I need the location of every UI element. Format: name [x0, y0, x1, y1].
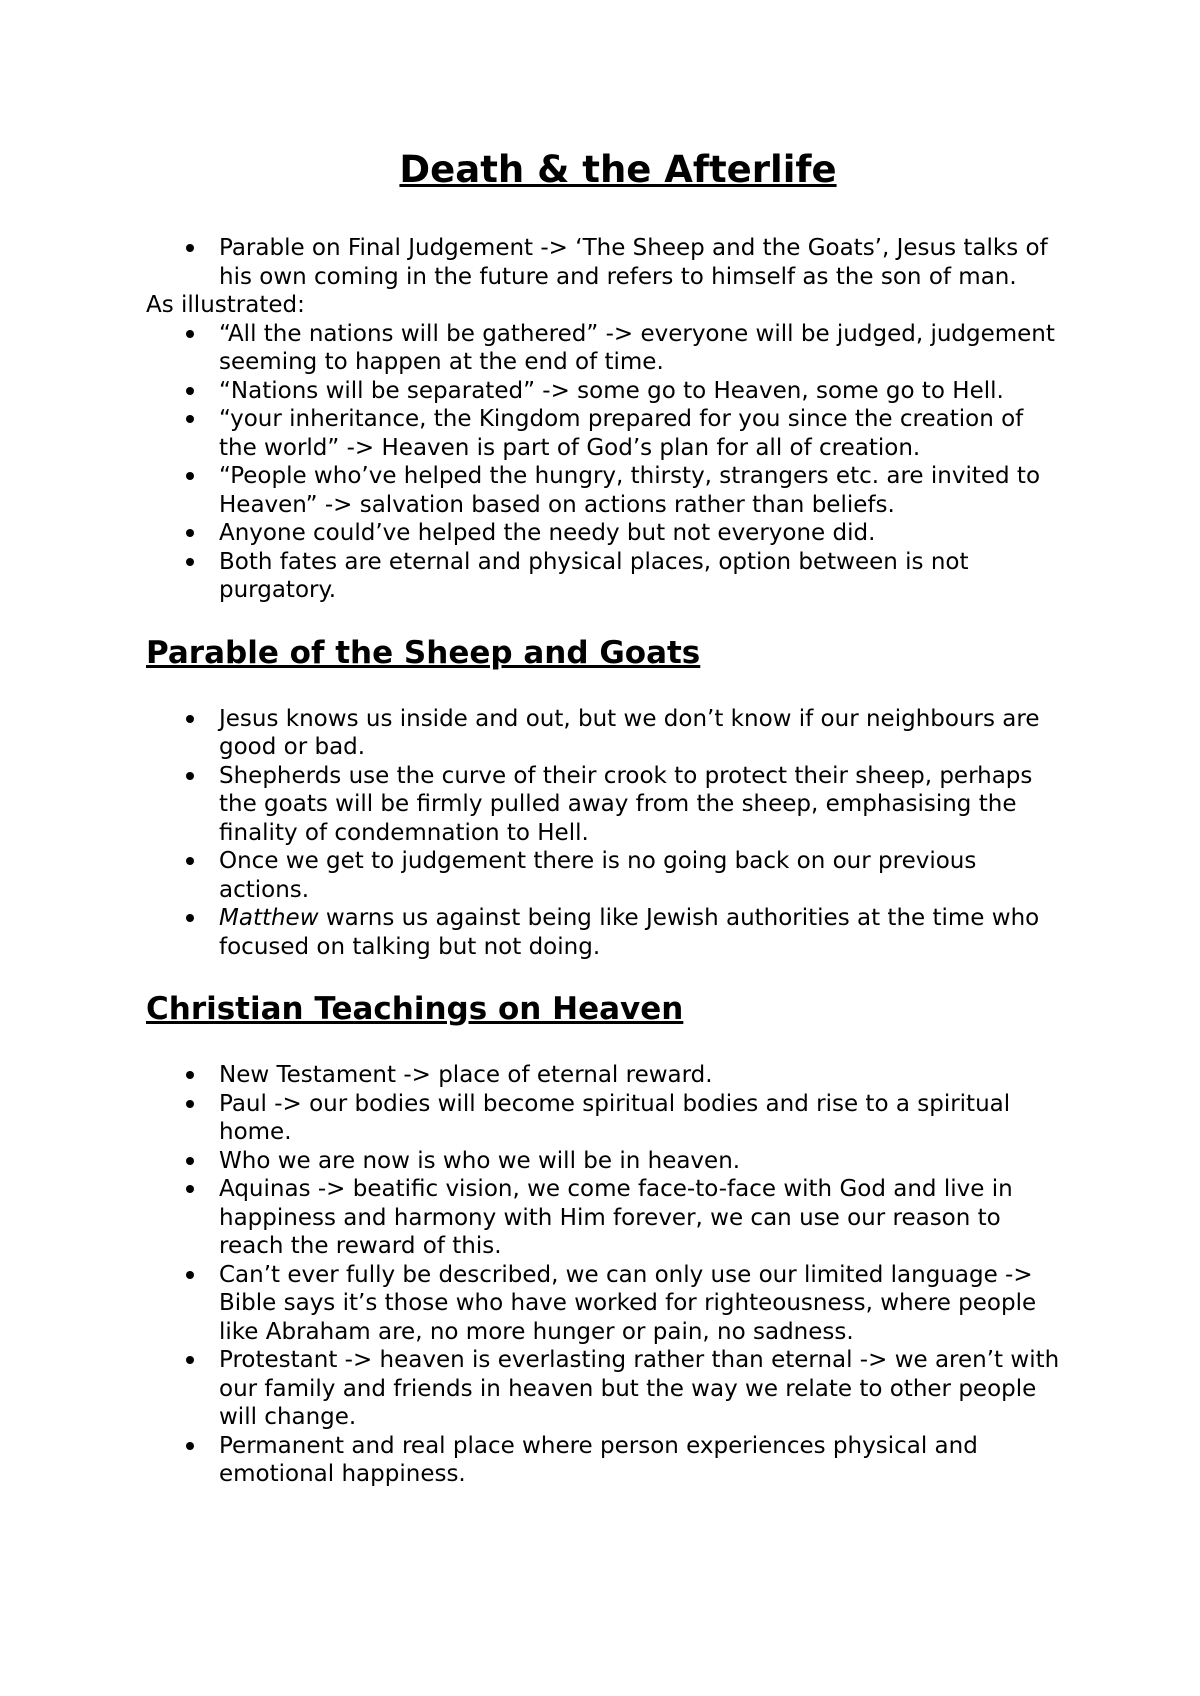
- bullet-icon: [186, 1271, 194, 1279]
- list-item: Who we are now is who we will be in heaven.: [146, 1147, 1060, 1176]
- bullet-icon: [186, 529, 194, 537]
- list-item: “your inheritance, the Kingdom prepared for you since the creation of the world” -> Heaven is part of God’s plan for all of creation.: [146, 405, 1060, 462]
- bullet-icon: [186, 472, 194, 480]
- page-title: Death & the Afterlife: [399, 148, 837, 191]
- list-item: Anyone could’ve helped the needy but not everyone did.: [146, 519, 1060, 548]
- list-item: New Testament -> place of eternal reward.: [146, 1061, 1060, 1090]
- list-item: “All the nations will be gathered” -> everyone will be judged, judgement seeming to happen at the end of time.: [146, 320, 1060, 377]
- list-item: Aquinas -> beatific vision, we come face-to-face with God and live in happiness and harmony with Him forever, we can use our reason to reach the reward of this.: [146, 1175, 1060, 1261]
- illustrated-list: [146, 320, 1060, 605]
- list-item: Parable on Final Judgement -> ‘The Sheep and the Goats’, Jesus talks of his own coming in the future and refers to himself as the son of man.: [146, 234, 1060, 291]
- list-item: Paul -> our bodies will become spiritual bodies and rise to a spiritual home.: [146, 1090, 1060, 1147]
- spacer: [146, 961, 1060, 989]
- bullet-icon: [186, 244, 194, 252]
- bullet-icon: [186, 857, 194, 865]
- list-item: Permanent and real place where person experiences physical and emotional happiness.: [146, 1432, 1060, 1489]
- spacer: [146, 673, 1060, 705]
- bullet-icon: [186, 330, 194, 338]
- bullet-icon: [186, 1100, 194, 1108]
- heaven-list: [146, 1061, 1060, 1489]
- spacer: [146, 1029, 1060, 1061]
- sheep-list: [146, 705, 1060, 962]
- list-item: Can’t ever fully be described, we can only use our limited language -> Bible says it’s those who have worked for righteousness, where people like Abraham are, no more hunger or pain, no sadness.: [146, 1261, 1060, 1347]
- list-item: Jesus knows us inside and out, but we don’t know if our neighbours are good or bad.: [146, 705, 1060, 762]
- list-item: Protestant -> heaven is everlasting rather than eternal -> we aren’t with our family and friends in heaven but the way we relate to other people will change.: [146, 1346, 1060, 1432]
- list-item: Shepherds use the curve of their crook to protect their sheep, perhaps the goats will be firmly pulled away from the sheep, emphasising the finality of condemnation to Hell.: [146, 762, 1060, 848]
- as-illustrated-label: As illustrated:: [146, 292, 305, 318]
- list-item: “People who’ve helped the hungry, thirsty, strangers etc. are invited to Heaven” -> salvation based on actions rather than beliefs.: [146, 462, 1060, 519]
- list-item: Both fates are eternal and physical places, option between is not purgatory.: [146, 548, 1060, 605]
- bullet-icon: [186, 772, 194, 780]
- list-item: Once we get to judgement there is no going back on our previous actions.: [146, 847, 1060, 904]
- list-item: “Nations will be separated” -> some go to Heaven, some go to Hell.: [146, 377, 1060, 406]
- list-item: Matthew warns us against being like Jewish authorities at the time who focused on talking but not doing.: [146, 904, 1060, 961]
- bullet-icon: [186, 715, 194, 723]
- bullet-icon: [186, 415, 194, 423]
- bullet-icon: [186, 1157, 194, 1165]
- bullet-icon: [186, 1071, 194, 1079]
- bullet-icon: [186, 1185, 194, 1193]
- intro-list: [146, 234, 1060, 291]
- bullet-icon: [186, 558, 194, 566]
- matthew-italic: Matthew: [219, 905, 319, 931]
- bullet-icon: [186, 1442, 194, 1450]
- spacer: [146, 605, 1060, 633]
- bullet-icon: [186, 914, 194, 922]
- section-heading-sheep: Parable of the Sheep and Goats: [146, 634, 701, 671]
- section-heading-heaven: Christian Teachings on Heaven: [146, 991, 684, 1027]
- bullet-icon: [186, 387, 194, 395]
- bullet-icon: [186, 1356, 194, 1364]
